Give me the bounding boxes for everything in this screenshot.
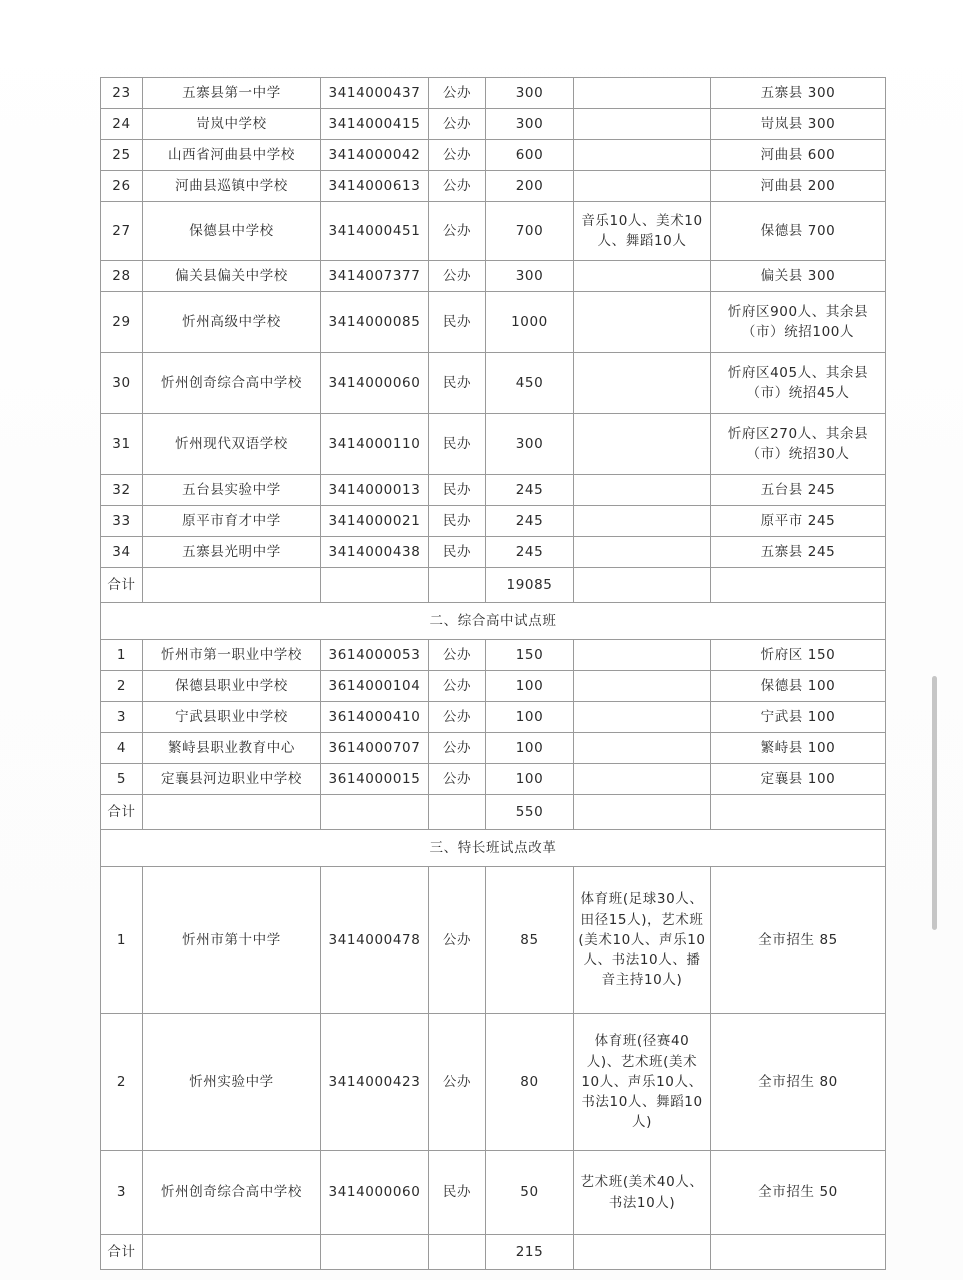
region: 忻府区270人、其余县（市）统招30人 xyxy=(711,414,886,475)
region: 忻府区900人、其余县（市）统招100人 xyxy=(711,292,886,353)
subtotal-plan: 550 xyxy=(486,795,574,830)
remark xyxy=(574,261,711,292)
table-row xyxy=(101,475,886,506)
subtotal-code-blank xyxy=(321,795,429,830)
table-row xyxy=(101,733,886,764)
school-type: 公办 xyxy=(429,764,486,795)
remark: 体育班(径赛40人)、艺术班(美术10人、声乐10人、书法10人、舞蹈10人) xyxy=(574,1014,711,1151)
subtotal-code-blank xyxy=(321,568,429,603)
subtotal-remark-blank xyxy=(574,568,711,603)
subtotal-type-blank xyxy=(429,1235,486,1270)
remark xyxy=(574,353,711,414)
enrollment-plan: 100 xyxy=(486,671,574,702)
school-name: 忻州现代双语学校 xyxy=(143,414,321,475)
school-code: 3614000707 xyxy=(321,733,429,764)
enrollment-plan: 600 xyxy=(486,140,574,171)
school-code: 3414000060 xyxy=(321,353,429,414)
school-code: 3614000053 xyxy=(321,640,429,671)
enrollment-plan: 100 xyxy=(486,764,574,795)
school-code: 3614000410 xyxy=(321,702,429,733)
subtotal-row xyxy=(101,1235,886,1270)
enrollment-plan: 245 xyxy=(486,475,574,506)
region: 河曲县 200 xyxy=(711,171,886,202)
enrollment-plan: 80 xyxy=(486,1014,574,1151)
school-code: 3414000478 xyxy=(321,867,429,1014)
subtotal-plan: 19085 xyxy=(486,568,574,603)
table-row xyxy=(101,764,886,795)
table-row xyxy=(101,353,886,414)
school-name: 忻州创奇综合高中学校 xyxy=(143,1151,321,1235)
school-type: 公办 xyxy=(429,733,486,764)
table-row xyxy=(101,109,886,140)
table-row xyxy=(101,292,886,353)
enrollment-plan: 300 xyxy=(486,261,574,292)
school-code: 3414007377 xyxy=(321,261,429,292)
school-type: 公办 xyxy=(429,109,486,140)
school-name: 五寨县光明中学 xyxy=(143,537,321,568)
row-index: 30 xyxy=(101,353,143,414)
region: 原平市 245 xyxy=(711,506,886,537)
remark xyxy=(574,733,711,764)
region: 宁武县 100 xyxy=(711,702,886,733)
subtotal-type-blank xyxy=(429,568,486,603)
school-code: 3414000110 xyxy=(321,414,429,475)
subtotal-name-blank xyxy=(143,568,321,603)
remark xyxy=(574,702,711,733)
school-name: 五寨县第一中学 xyxy=(143,78,321,109)
remark xyxy=(574,140,711,171)
region: 五寨县 300 xyxy=(711,78,886,109)
region: 保德县 100 xyxy=(711,671,886,702)
table-row xyxy=(101,140,886,171)
subtotal-remark-blank xyxy=(574,1235,711,1270)
school-type: 民办 xyxy=(429,414,486,475)
remark xyxy=(574,414,711,475)
school-code: 3414000613 xyxy=(321,171,429,202)
enrollment-plan: 200 xyxy=(486,171,574,202)
school-type: 民办 xyxy=(429,353,486,414)
school-code: 3414000437 xyxy=(321,78,429,109)
remark xyxy=(574,109,711,140)
school-name: 保德县中学校 xyxy=(143,202,321,261)
school-code: 3614000015 xyxy=(321,764,429,795)
section-header-row xyxy=(101,830,886,867)
remark xyxy=(574,640,711,671)
table-row xyxy=(101,537,886,568)
enrollment-plan: 100 xyxy=(486,702,574,733)
school-code: 3614000104 xyxy=(321,671,429,702)
school-code: 3414000042 xyxy=(321,140,429,171)
subtotal-row xyxy=(101,795,886,830)
school-code: 3414000060 xyxy=(321,1151,429,1235)
school-name: 忻州市第一职业中学校 xyxy=(143,640,321,671)
school-code: 3414000438 xyxy=(321,537,429,568)
table-row xyxy=(101,867,886,1014)
table-row xyxy=(101,202,886,261)
subtotal-type-blank xyxy=(429,795,486,830)
school-type: 公办 xyxy=(429,702,486,733)
enrollment-plan: 100 xyxy=(486,733,574,764)
remark xyxy=(574,475,711,506)
enrollment-plan: 300 xyxy=(486,414,574,475)
remark xyxy=(574,506,711,537)
row-index: 28 xyxy=(101,261,143,292)
school-code: 3414000451 xyxy=(321,202,429,261)
remark xyxy=(574,171,711,202)
school-type: 公办 xyxy=(429,140,486,171)
enrollment-plan: 300 xyxy=(486,78,574,109)
table-row xyxy=(101,78,886,109)
remark: 音乐10人、美术10人、舞蹈10人 xyxy=(574,202,711,261)
subtotal-label: 合计 xyxy=(101,1235,143,1270)
school-name: 偏关县偏关中学校 xyxy=(143,261,321,292)
remark xyxy=(574,671,711,702)
school-code: 3414000423 xyxy=(321,1014,429,1151)
row-index: 27 xyxy=(101,202,143,261)
region: 保德县 700 xyxy=(711,202,886,261)
subtotal-region-blank xyxy=(711,795,886,830)
school-name: 宁武县职业中学校 xyxy=(143,702,321,733)
table-row xyxy=(101,702,886,733)
school-name: 岢岚中学校 xyxy=(143,109,321,140)
region: 岢岚县 300 xyxy=(711,109,886,140)
school-name: 定襄县河边职业中学校 xyxy=(143,764,321,795)
row-index: 4 xyxy=(101,733,143,764)
enrollment-plan: 150 xyxy=(486,640,574,671)
school-type: 公办 xyxy=(429,261,486,292)
school-type: 公办 xyxy=(429,202,486,261)
enrollment-plan: 1000 xyxy=(486,292,574,353)
school-type: 民办 xyxy=(429,475,486,506)
subtotal-name-blank xyxy=(143,795,321,830)
row-index: 1 xyxy=(101,867,143,1014)
remark: 体育班(足球30人、田径15人)，艺术班(美术10人、声乐10人、书法10人、播音主持10人) xyxy=(574,867,711,1014)
school-type: 公办 xyxy=(429,867,486,1014)
subtotal-region-blank xyxy=(711,1235,886,1270)
school-type: 公办 xyxy=(429,640,486,671)
row-index: 1 xyxy=(101,640,143,671)
row-index: 32 xyxy=(101,475,143,506)
section-header-row xyxy=(101,603,886,640)
subtotal-row xyxy=(101,568,886,603)
table-row xyxy=(101,506,886,537)
school-name: 忻州创奇综合高中学校 xyxy=(143,353,321,414)
school-type: 公办 xyxy=(429,171,486,202)
school-type: 民办 xyxy=(429,506,486,537)
row-index: 3 xyxy=(101,702,143,733)
school-name: 五台县实验中学 xyxy=(143,475,321,506)
subtotal-label: 合计 xyxy=(101,795,143,830)
row-index: 33 xyxy=(101,506,143,537)
school-code: 3414000013 xyxy=(321,475,429,506)
enrollment-plan: 300 xyxy=(486,109,574,140)
region: 忻府区 150 xyxy=(711,640,886,671)
school-name: 忻州高级中学校 xyxy=(143,292,321,353)
school-code: 3414000021 xyxy=(321,506,429,537)
enrollment-plan: 245 xyxy=(486,506,574,537)
table-body xyxy=(101,78,886,1270)
region: 全市招生 80 xyxy=(711,1014,886,1151)
row-index: 26 xyxy=(101,171,143,202)
section-3-title: 三、特长班试点改革 xyxy=(101,830,886,867)
table-row xyxy=(101,171,886,202)
remark xyxy=(574,764,711,795)
enrollment-table-container xyxy=(100,77,885,1270)
subtotal-label: 合计 xyxy=(101,568,143,603)
section-2-title: 二、综合高中试点班 xyxy=(101,603,886,640)
school-name: 河曲县巡镇中学校 xyxy=(143,171,321,202)
school-type: 公办 xyxy=(429,1014,486,1151)
region: 河曲县 600 xyxy=(711,140,886,171)
enrollment-plan: 450 xyxy=(486,353,574,414)
table-row xyxy=(101,1014,886,1151)
school-name: 原平市育才中学 xyxy=(143,506,321,537)
region: 五寨县 245 xyxy=(711,537,886,568)
school-code: 3414000415 xyxy=(321,109,429,140)
school-type: 民办 xyxy=(429,537,486,568)
row-index: 31 xyxy=(101,414,143,475)
school-name: 山西省河曲县中学校 xyxy=(143,140,321,171)
row-index: 5 xyxy=(101,764,143,795)
region: 定襄县 100 xyxy=(711,764,886,795)
row-index: 2 xyxy=(101,671,143,702)
remark xyxy=(574,78,711,109)
row-index: 25 xyxy=(101,140,143,171)
school-name: 忻州市第十中学 xyxy=(143,867,321,1014)
remark: 艺术班(美术40人、书法10人) xyxy=(574,1151,711,1235)
subtotal-plan: 215 xyxy=(486,1235,574,1270)
region: 繁峙县 100 xyxy=(711,733,886,764)
scrollbar-thumb[interactable] xyxy=(932,676,937,930)
school-type: 民办 xyxy=(429,1151,486,1235)
school-code: 3414000085 xyxy=(321,292,429,353)
region: 全市招生 50 xyxy=(711,1151,886,1235)
school-name: 繁峙县职业教育中心 xyxy=(143,733,321,764)
row-index: 23 xyxy=(101,78,143,109)
enrollment-plan-table xyxy=(100,77,886,1270)
school-type: 公办 xyxy=(429,671,486,702)
row-index: 24 xyxy=(101,109,143,140)
vertical-scrollbar[interactable] xyxy=(941,0,951,1280)
row-index: 29 xyxy=(101,292,143,353)
subtotal-region-blank xyxy=(711,568,886,603)
table-row xyxy=(101,671,886,702)
enrollment-plan: 85 xyxy=(486,867,574,1014)
table-row xyxy=(101,640,886,671)
table-row xyxy=(101,261,886,292)
enrollment-plan: 700 xyxy=(486,202,574,261)
enrollment-plan: 245 xyxy=(486,537,574,568)
enrollment-plan: 50 xyxy=(486,1151,574,1235)
subtotal-code-blank xyxy=(321,1235,429,1270)
school-type: 公办 xyxy=(429,78,486,109)
school-name: 保德县职业中学校 xyxy=(143,671,321,702)
remark xyxy=(574,537,711,568)
subtotal-name-blank xyxy=(143,1235,321,1270)
row-index: 34 xyxy=(101,537,143,568)
region: 偏关县 300 xyxy=(711,261,886,292)
school-name: 忻州实验中学 xyxy=(143,1014,321,1151)
region: 五台县 245 xyxy=(711,475,886,506)
school-type: 民办 xyxy=(429,292,486,353)
row-index: 2 xyxy=(101,1014,143,1151)
table-row xyxy=(101,414,886,475)
region: 全市招生 85 xyxy=(711,867,886,1014)
table-row xyxy=(101,1151,886,1235)
subtotal-remark-blank xyxy=(574,795,711,830)
region: 忻府区405人、其余县（市）统招45人 xyxy=(711,353,886,414)
remark xyxy=(574,292,711,353)
row-index: 3 xyxy=(101,1151,143,1235)
